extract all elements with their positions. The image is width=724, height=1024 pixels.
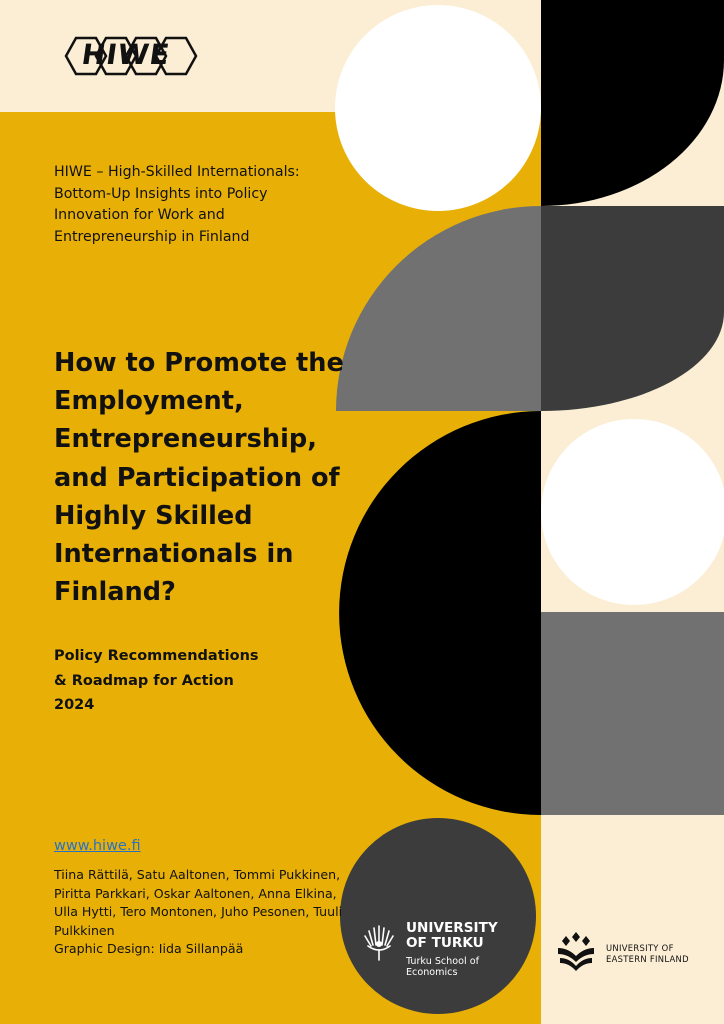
university-of-turku-logo <box>360 918 520 978</box>
turku-torch-icon <box>360 922 398 962</box>
gray-block-right <box>541 612 724 815</box>
subtitle-line-2: & Roadmap for Action <box>54 672 234 689</box>
design-credit: Graphic Design: Iida Sillanpää <box>54 941 244 957</box>
subtitle-line-1: Policy Recommendations <box>54 648 259 664</box>
logo-wordmark: HIWE <box>79 38 173 71</box>
uef-book-icon <box>556 928 596 972</box>
project-description: HIWE – High-Skilled Internationals: Bottom-Up Insights into Policy Innovation for Work and Entrepreneurship in Finland <box>54 164 300 245</box>
uef-university-name: UNIVERSITY OF EASTERN FINLAND <box>606 943 689 964</box>
author-credits <box>54 866 344 959</box>
university-of-eastern-finland-logo <box>556 928 716 978</box>
turku-school-name: Turku School of Economics <box>406 956 479 978</box>
author-list: Tiina Rättilä, Satu Aaltonen, Tommi Pukkinen, Piritta Parkkari, Oskar Aaltonen, Anna Elkina, Ulla Hytti, Tero Montonen, Juho Pesonen, Tuuli Pulkkinen <box>54 867 343 938</box>
white-circle-right <box>541 419 724 605</box>
subtitle <box>54 644 324 718</box>
page-title: How to Promote the Employment, Entrepreneurship, and Participation of Highly Skilled Internationals in Finland? <box>54 348 344 608</box>
website-link[interactable]: www.hiwe.fi <box>54 838 141 854</box>
white-circle-top <box>335 5 541 211</box>
darkgray-circle-bottom <box>340 818 536 1014</box>
publication-year: 2024 <box>54 697 95 713</box>
turku-university-name: UNIVERSITY OF TURKU <box>406 920 498 951</box>
